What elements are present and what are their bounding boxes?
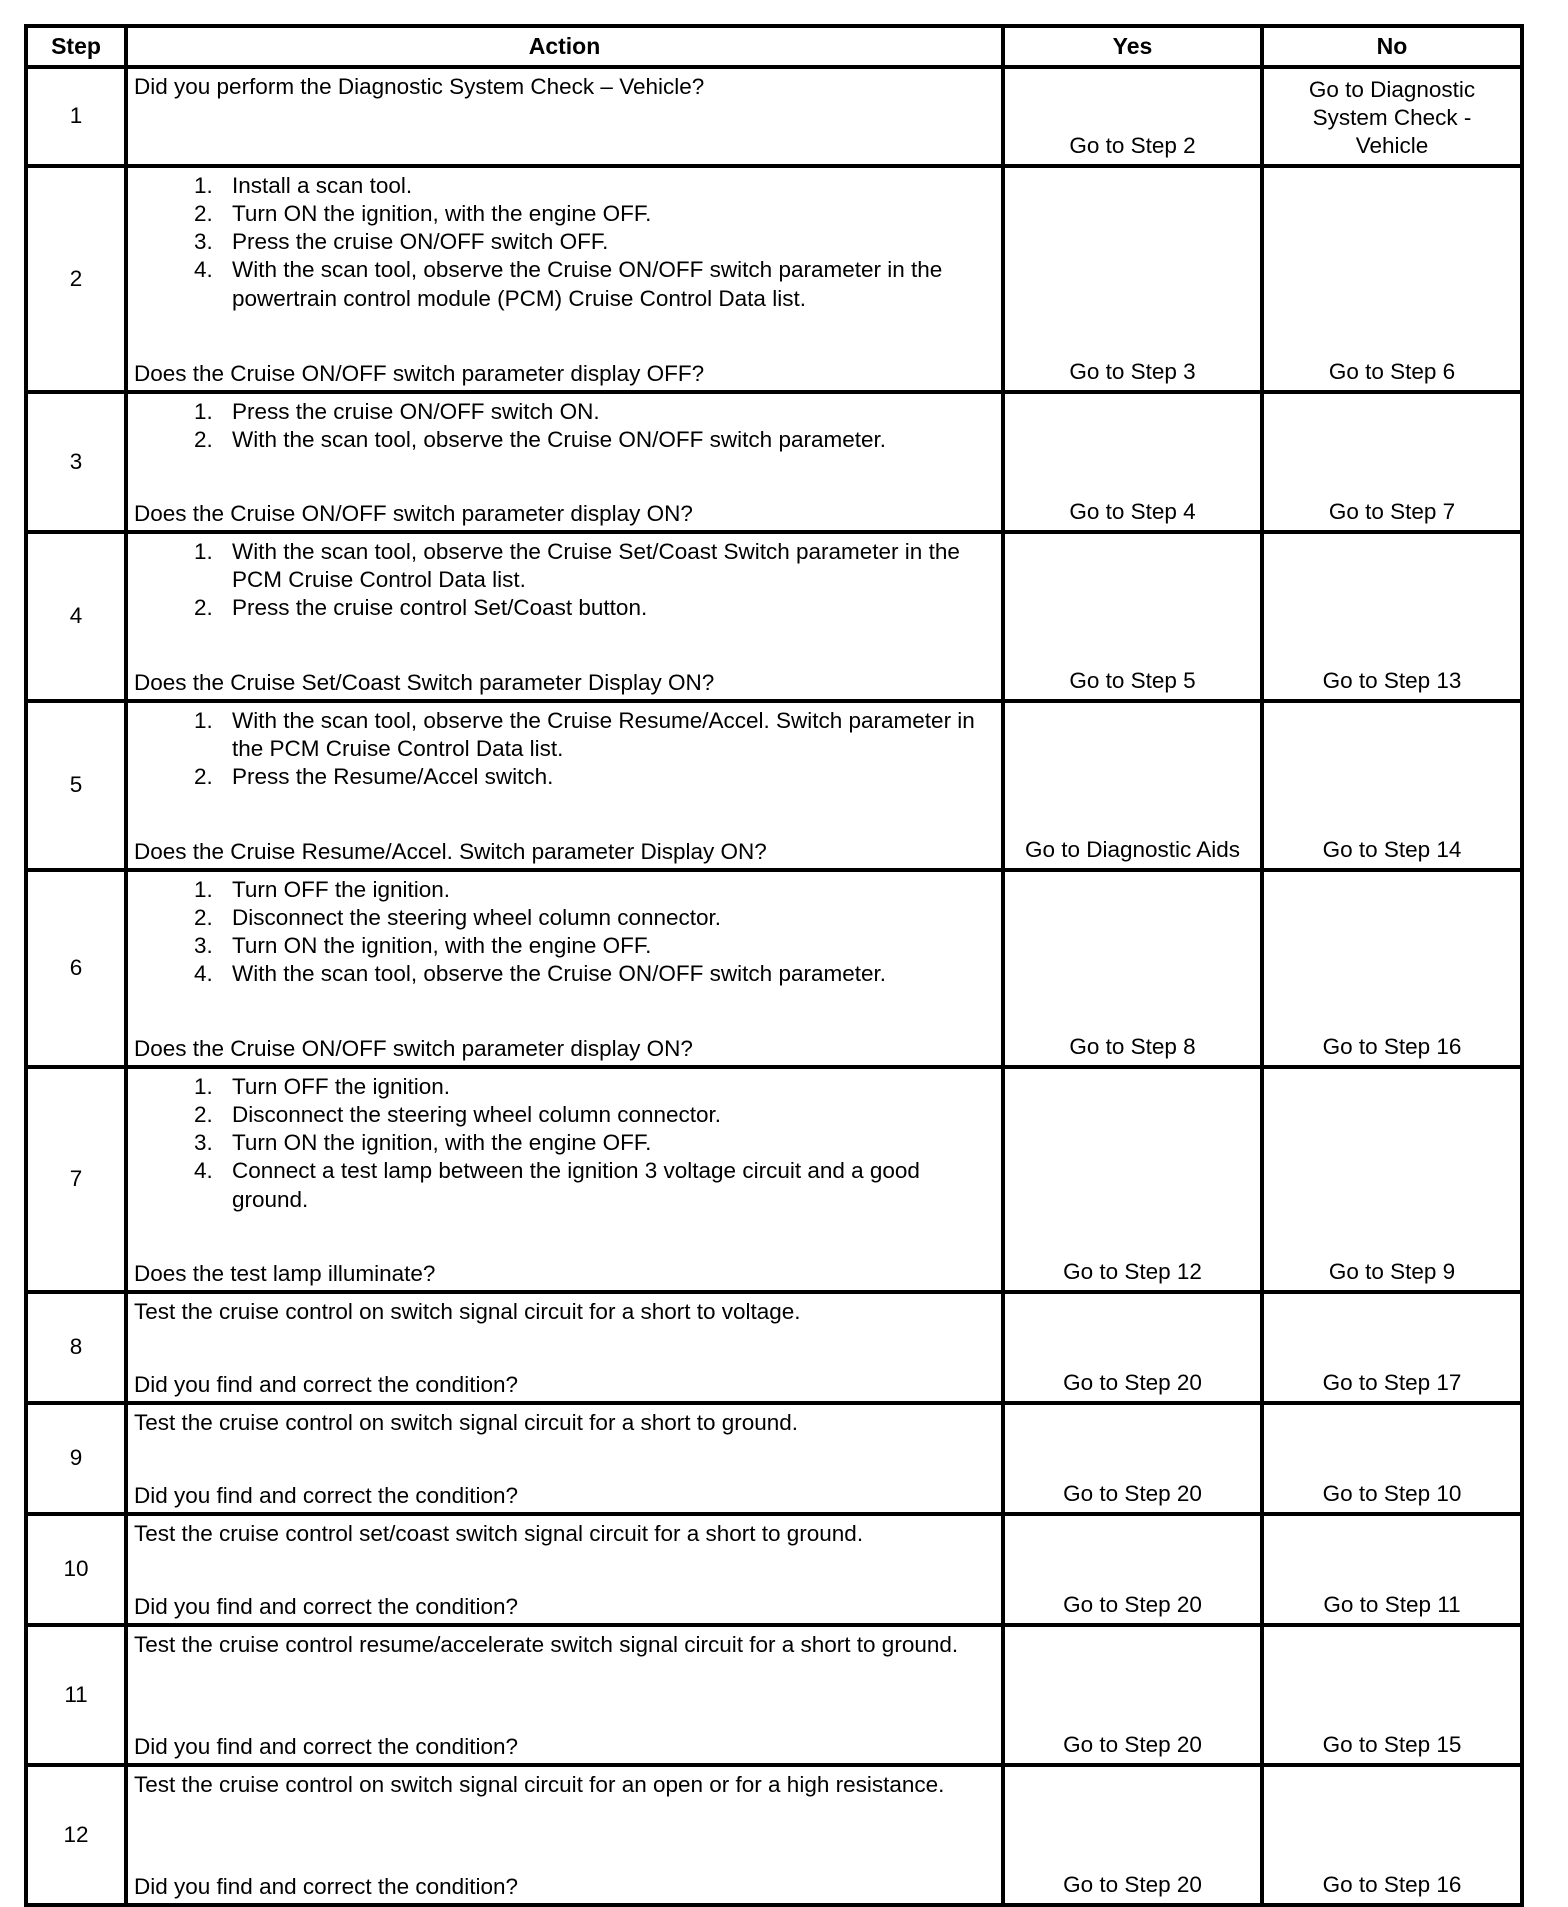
action-question: Does the Cruise ON/OFF switch parameter display ON? bbox=[134, 500, 693, 526]
list-item-number: 1. bbox=[194, 399, 213, 424]
step-number: 1 bbox=[26, 67, 126, 166]
list-item-number: 1. bbox=[194, 877, 213, 902]
action-cell bbox=[126, 1765, 1003, 1905]
action-question: Did you find and correct the condition? bbox=[134, 1482, 518, 1508]
action-steps-list bbox=[134, 172, 997, 313]
no-result-line: Go to Step 16 bbox=[1322, 1033, 1462, 1059]
step-number: 10 bbox=[26, 1514, 126, 1625]
list-item-text: With the scan tool, observe the Cruise ON/OFF switch parameter. bbox=[232, 961, 886, 987]
table-row bbox=[26, 1625, 1522, 1765]
step-number: 8 bbox=[26, 1292, 126, 1403]
no-result-line: System Check - bbox=[1312, 104, 1472, 130]
no-result bbox=[1262, 1403, 1522, 1514]
action-cell bbox=[126, 532, 1003, 701]
no-result bbox=[1262, 67, 1522, 166]
yes-result: Go to Diagnostic Aids bbox=[1003, 701, 1262, 870]
list-item-number: 4. bbox=[194, 257, 213, 283]
step-number: 4 bbox=[26, 532, 126, 701]
no-result-line: Go to Step 15 bbox=[1322, 1731, 1462, 1757]
no-result bbox=[1262, 1067, 1522, 1292]
table-row bbox=[26, 701, 1522, 870]
step-number: 11 bbox=[26, 1625, 126, 1765]
list-item-number: 2. bbox=[194, 1102, 213, 1128]
table-row bbox=[26, 1067, 1522, 1292]
no-result bbox=[1262, 1625, 1522, 1765]
table-row bbox=[26, 870, 1522, 1067]
list-item-text: With the scan tool, observe the Cruise Set/Coast Switch parameter in the PCM Cruise Control Data list. bbox=[232, 539, 960, 593]
step-number: 6 bbox=[26, 870, 126, 1067]
no-result-line: Go to Step 6 bbox=[1328, 358, 1456, 384]
list-item bbox=[134, 1073, 997, 1101]
yes-result: Go to Step 2 bbox=[1003, 67, 1262, 166]
yes-result: Go to Step 3 bbox=[1003, 166, 1262, 392]
table-row bbox=[26, 532, 1522, 701]
no-result-line: Go to Diagnostic bbox=[1308, 76, 1476, 102]
action-question: Does the Cruise Set/Coast Switch parameter Display ON? bbox=[134, 669, 715, 695]
action-steps-list bbox=[134, 707, 997, 791]
action-cell bbox=[126, 870, 1003, 1067]
no-result-line: Go to Step 14 bbox=[1322, 836, 1462, 862]
diagnostic-table bbox=[24, 24, 1524, 1907]
action-steps-list bbox=[134, 538, 997, 622]
action-question: Did you find and correct the condition? bbox=[134, 1873, 518, 1899]
list-item-text: Turn OFF the ignition. bbox=[232, 877, 451, 902]
action-question: Did you find and correct the condition? bbox=[134, 1733, 518, 1759]
table-row bbox=[26, 1292, 1522, 1403]
action-cell bbox=[126, 392, 1003, 532]
header-no: No bbox=[1262, 26, 1522, 67]
list-item-number: 1. bbox=[194, 708, 213, 733]
list-item-text: Connect a test lamp between the ignition 3 voltage circuit and a good ground. bbox=[232, 1158, 920, 1212]
action-steps-list bbox=[134, 876, 997, 989]
list-item-text: Press the cruise ON/OFF switch OFF. bbox=[232, 229, 609, 255]
list-item-number: 2. bbox=[194, 905, 213, 931]
action-cell bbox=[126, 166, 1003, 392]
no-result-line: Go to Step 11 bbox=[1323, 1591, 1461, 1617]
list-item-text: Press the cruise control Set/Coast button. bbox=[232, 595, 648, 621]
header-yes: Yes bbox=[1003, 26, 1262, 67]
action-cell bbox=[126, 1625, 1003, 1765]
list-item-text: Turn OFF the ignition. bbox=[232, 1074, 451, 1099]
list-item-text: Disconnect the steering wheel column connector. bbox=[232, 905, 722, 931]
no-result-line: Go to Step 13 bbox=[1322, 667, 1462, 693]
action-text: Did you perform the Diagnostic System Check – Vehicle? bbox=[134, 74, 705, 99]
list-item bbox=[134, 763, 997, 791]
list-item bbox=[134, 398, 997, 426]
list-item bbox=[134, 1101, 997, 1129]
table-row bbox=[26, 166, 1522, 392]
list-item-text: With the scan tool, observe the Cruise ON/OFF switch parameter. bbox=[232, 427, 886, 453]
action-steps-list bbox=[134, 1073, 997, 1214]
yes-result: Go to Step 20 bbox=[1003, 1403, 1262, 1514]
list-item-text: Turn ON the ignition, with the engine OFF. bbox=[232, 933, 652, 959]
action-question: Did you find and correct the condition? bbox=[134, 1371, 518, 1397]
action-text: Test the cruise control on switch signal circuit for a short to voltage. bbox=[134, 1299, 801, 1324]
list-item-number: 2. bbox=[194, 595, 213, 621]
no-result bbox=[1262, 392, 1522, 532]
no-result bbox=[1262, 1292, 1522, 1403]
yes-result: Go to Step 4 bbox=[1003, 392, 1262, 532]
list-item-number: 4. bbox=[194, 1158, 213, 1184]
action-text: Test the cruise control on switch signal circuit for an open or for a high resistance. bbox=[134, 1772, 945, 1797]
step-number: 9 bbox=[26, 1403, 126, 1514]
list-item-number: 2. bbox=[194, 201, 213, 227]
list-item bbox=[134, 228, 997, 256]
list-item bbox=[134, 538, 997, 594]
list-item bbox=[134, 1129, 997, 1157]
list-item bbox=[134, 426, 997, 454]
list-item-number: 3. bbox=[194, 229, 213, 255]
yes-result: Go to Step 12 bbox=[1003, 1067, 1262, 1292]
list-item-text: Turn ON the ignition, with the engine OFF. bbox=[232, 201, 652, 227]
list-item-number: 1. bbox=[194, 539, 213, 564]
list-item-text: Press the cruise ON/OFF switch ON. bbox=[232, 399, 600, 424]
list-item bbox=[134, 1157, 997, 1213]
action-cell bbox=[126, 1292, 1003, 1403]
no-result-line: Go to Step 10 bbox=[1322, 1480, 1462, 1506]
step-number: 2 bbox=[26, 166, 126, 392]
action-cell bbox=[126, 1514, 1003, 1625]
yes-result: Go to Step 5 bbox=[1003, 532, 1262, 701]
action-cell bbox=[126, 1067, 1003, 1292]
no-result bbox=[1262, 870, 1522, 1067]
action-question: Does the Cruise ON/OFF switch parameter display ON? bbox=[134, 1035, 693, 1061]
yes-result: Go to Step 20 bbox=[1003, 1514, 1262, 1625]
step-number: 7 bbox=[26, 1067, 126, 1292]
no-result bbox=[1262, 166, 1522, 392]
step-number: 5 bbox=[26, 701, 126, 870]
list-item-number: 3. bbox=[194, 933, 213, 959]
yes-result: Go to Step 20 bbox=[1003, 1765, 1262, 1905]
list-item bbox=[134, 932, 997, 960]
action-cell bbox=[126, 1403, 1003, 1514]
list-item bbox=[134, 960, 997, 988]
list-item bbox=[134, 594, 997, 622]
action-question: Does the Cruise Resume/Accel. Switch parameter Display ON? bbox=[134, 838, 767, 864]
no-result bbox=[1262, 532, 1522, 701]
list-item-text: Turn ON the ignition, with the engine OFF. bbox=[232, 1130, 652, 1156]
action-text: Test the cruise control set/coast switch signal circuit for a short to ground. bbox=[134, 1521, 864, 1546]
list-item bbox=[134, 707, 997, 763]
yes-result: Go to Step 8 bbox=[1003, 870, 1262, 1067]
no-result-line: Vehicle bbox=[1355, 132, 1429, 158]
list-item-number: 2. bbox=[194, 764, 213, 790]
list-item bbox=[134, 256, 997, 312]
yes-result: Go to Step 20 bbox=[1003, 1292, 1262, 1403]
step-number: 12 bbox=[26, 1765, 126, 1905]
table-row bbox=[26, 392, 1522, 532]
action-cell bbox=[126, 67, 1003, 166]
no-result bbox=[1262, 1765, 1522, 1905]
no-result-line: Go to Step 17 bbox=[1322, 1369, 1462, 1395]
action-question: Did you find and correct the condition? bbox=[134, 1593, 518, 1619]
list-item-text: With the scan tool, observe the Cruise ON/OFF switch parameter in the powertrain control module (PCM) Cruise Control Data list. bbox=[232, 257, 943, 311]
no-result-line: Go to Step 7 bbox=[1328, 498, 1456, 524]
list-item-number: 4. bbox=[194, 961, 213, 987]
table-row bbox=[26, 1765, 1522, 1905]
action-text: Test the cruise control on switch signal circuit for a short to ground. bbox=[134, 1410, 799, 1435]
list-item bbox=[134, 200, 997, 228]
action-question: Does the Cruise ON/OFF switch parameter display OFF? bbox=[134, 360, 705, 386]
action-text: Test the cruise control resume/accelerate switch signal circuit for a short to ground. bbox=[134, 1632, 959, 1657]
no-result-line: Go to Step 16 bbox=[1322, 1871, 1462, 1897]
list-item-text: Disconnect the steering wheel column connector. bbox=[232, 1102, 722, 1128]
list-item-number: 1. bbox=[194, 1074, 213, 1099]
table-row bbox=[26, 67, 1522, 166]
header-step: Step bbox=[26, 26, 126, 67]
table-row bbox=[26, 1514, 1522, 1625]
list-item bbox=[134, 904, 997, 932]
no-result bbox=[1262, 1514, 1522, 1625]
list-item-number: 2. bbox=[194, 427, 213, 453]
yes-result: Go to Step 20 bbox=[1003, 1625, 1262, 1765]
list-item-text: With the scan tool, observe the Cruise Resume/Accel. Switch parameter in the PCM Cruise Control Data list. bbox=[232, 708, 975, 762]
list-item-number: 3. bbox=[194, 1130, 213, 1156]
no-result-line: Go to Step 9 bbox=[1328, 1258, 1456, 1284]
list-item-text: Press the Resume/Accel switch. bbox=[232, 764, 554, 790]
action-question: Does the test lamp illuminate? bbox=[134, 1260, 436, 1286]
table-row bbox=[26, 1403, 1522, 1514]
step-number: 3 bbox=[26, 392, 126, 532]
list-item-text: Install a scan tool. bbox=[232, 173, 413, 198]
list-item-number: 1. bbox=[194, 173, 213, 198]
header-row bbox=[26, 26, 1522, 67]
no-result bbox=[1262, 701, 1522, 870]
list-item bbox=[134, 876, 997, 904]
action-cell bbox=[126, 701, 1003, 870]
header-action: Action bbox=[126, 26, 1003, 67]
action-steps-list bbox=[134, 398, 997, 454]
list-item bbox=[134, 172, 997, 200]
